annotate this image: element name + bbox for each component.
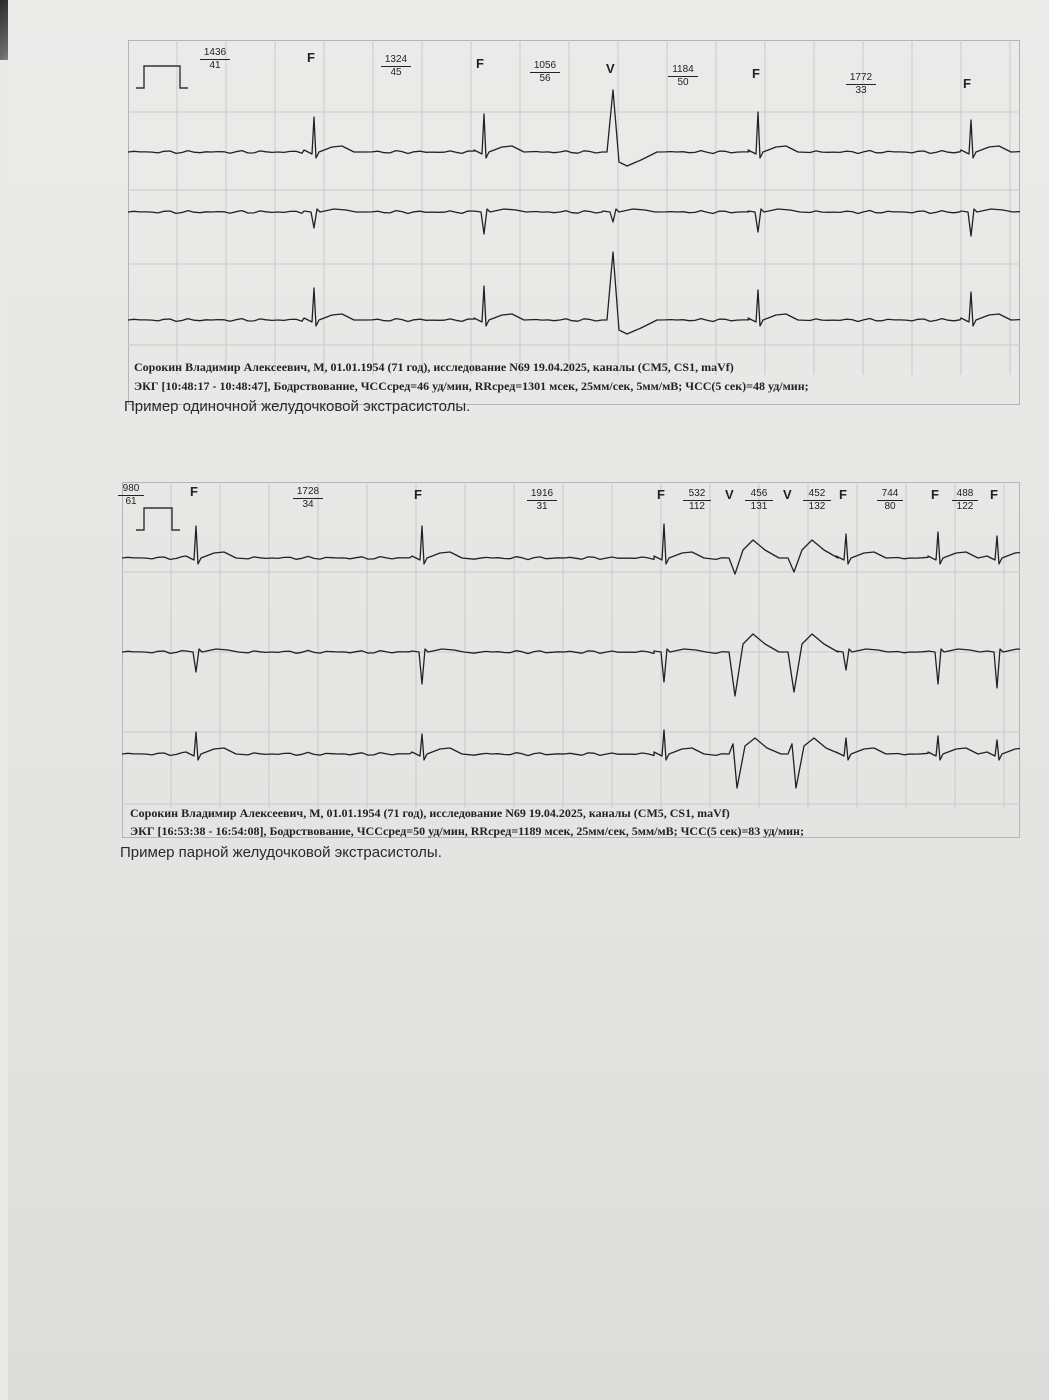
ecg-lead-cs1: [122, 634, 1020, 696]
interval-label: $\frac{1436}{41}$: [200, 47, 230, 72]
beat-label: F: [190, 484, 198, 499]
beat-label: V: [606, 61, 615, 76]
interval-label: $\frac{1056}{56}$: [530, 60, 560, 85]
ecg-strip-2: [122, 482, 1020, 838]
interval-label: $\frac{488}{122}$: [952, 488, 978, 513]
beat-label: F: [307, 50, 315, 65]
beat-label: F: [963, 76, 971, 91]
interval-label: $\frac{1324}{45}$: [381, 54, 411, 79]
beat-label: F: [414, 487, 422, 502]
beat-label: F: [752, 66, 760, 81]
strip-frame: [123, 483, 1020, 838]
calibration-pulse: [136, 66, 188, 88]
ecg-parameters: ЭКГ [16:53:38 - 16:54:08], Бодрствование, ЧССсред=50 уд/мин, RRсред=1189 мсек, 25мм/сек, 5мм/мВ; ЧСС(5 сек)=83 уд/мин;: [130, 824, 804, 838]
ecg-lead-cm5: [128, 90, 1020, 166]
beat-label: V: [725, 487, 734, 502]
ecg-strip-1-graph: [128, 40, 1020, 405]
beat-label: F: [476, 56, 484, 71]
beat-label: F: [931, 487, 939, 502]
interval-label: $\frac{456}{131}$: [745, 488, 773, 513]
ecg-parameters: ЭКГ [10:48:17 - 10:48:47], Бодрствование, ЧССсред=46 уд/мин, RRсред=1301 мсек, 25мм/сек, 5мм/мВ; ЧСС(5 сек)=48 уд/мин;: [134, 379, 809, 393]
caption-paired-pvc: Пример парной желудочковой экстрасистолы.: [120, 844, 442, 861]
ecg-lead-mavf: [122, 730, 1020, 788]
ecg-strip-1: [128, 40, 1020, 405]
beat-label: F: [990, 487, 998, 502]
calibration-pulse: [136, 508, 180, 530]
ecg-strip-2-graph: [122, 482, 1020, 838]
interval-label: $\frac{744}{80}$: [877, 488, 903, 513]
strip-frame: [129, 41, 1020, 405]
interval-label: $\frac{532}{112}$: [683, 488, 711, 513]
interval-label: $\frac{1916}{31}$: [527, 488, 557, 513]
beat-label: F: [657, 487, 665, 502]
interval-label: $\frac{1728}{34}$: [293, 486, 323, 511]
ecg-lead-cm5: [122, 524, 1020, 574]
patient-info: Сорокин Владимир Алексеевич, М, 01.01.1954 (71 год), исследование N69 19.04.2025, каналы (CM5, CS1, maVf): [134, 360, 734, 374]
interval-label: $\frac{1772}{33}$: [846, 72, 876, 97]
beat-label: V: [783, 487, 792, 502]
interval-label: $\frac{452}{132}$: [803, 488, 831, 513]
patient-info: Сорокин Владимир Алексеевич, М, 01.01.1954 (71 год), исследование N69 19.04.2025, каналы (CM5, CS1, maVf): [130, 806, 730, 820]
interval-label: $\frac{1184}{50}$: [668, 64, 698, 89]
interval-label: $\frac{980}{61}$: [118, 483, 144, 508]
beat-label: F: [839, 487, 847, 502]
ecg-lead-cs1: [128, 209, 1020, 236]
caption-single-pvc: Пример одиночной желудочковой экстрасистолы.: [124, 398, 471, 415]
